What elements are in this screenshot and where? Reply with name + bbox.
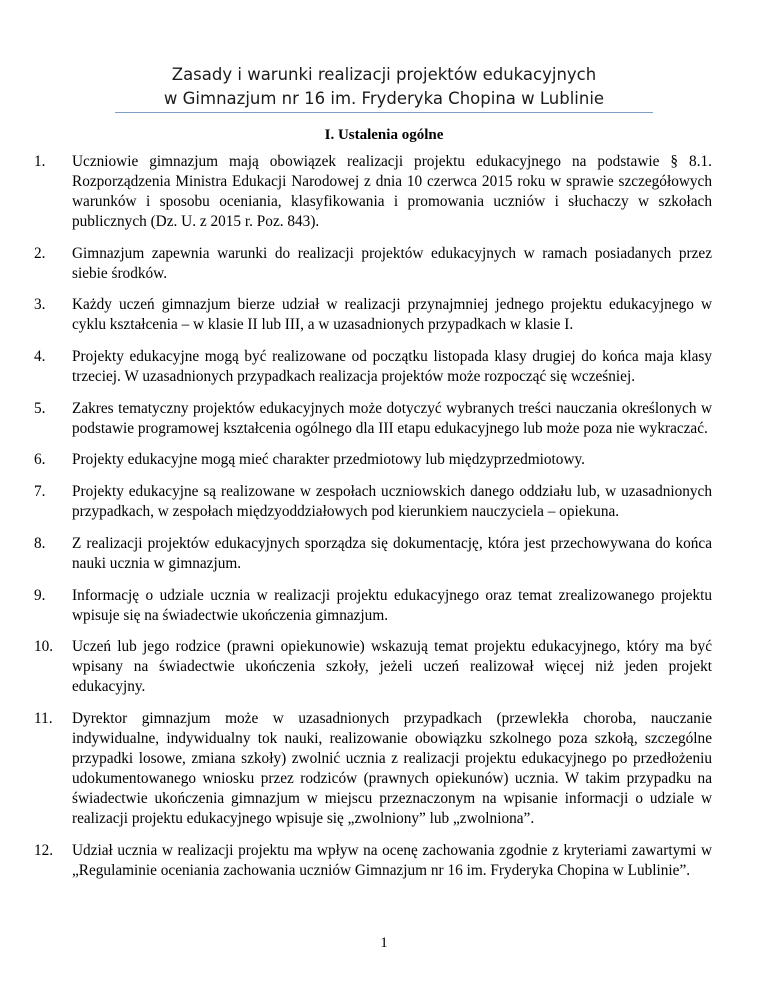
section-heading: I. Ustalenia ogólne [324,127,444,143]
list-item-6 [34,450,712,470]
item-number: 2. [34,244,46,262]
item-text: Projekty edukacyjne mogą być realizowane od początku listopada klasy drugiej do końca maja klasy trzeciej. W uzasadnionych przypadkach realizacja projektów może rozpocząć się wcześniej. [72,348,712,386]
list-item-10 [34,637,712,697]
item-text: Uczniowie gimnazjum mają obowiązek realizacji projektu edukacyjnego na podstawie § 8.1. Rozporządzenia Ministra Edukacji Narodowej z dnia 10 czerwca 2015 roku w sprawie szczegółowych warunków i sposobu oceniania, klasyfikowania i promowania uczniów i słuchaczy w szkołach publicznych (Dz. U. z 2015 r. Poz. 843). [72,153,712,230]
item-text: Informację o udziale ucznia w realizacji projektu edukacyjnego oraz temat zrealizowanego projektu wpisuje się na świadectwie ukończenia gimnazjum. [72,586,712,624]
list-item-11 [34,709,712,829]
item-text: Każdy uczeń gimnazjum bierze udział w realizacji przynajmniej jednego projektu edukacyjnego w cyklu kształcenia – w klasie II lub III, a w uzasadnionych przypadkach w klasie I. [72,296,712,334]
item-number: 5. [34,399,46,417]
item-text: Udział ucznia w realizacji projektu ma wpływ na ocenę zachowania zgodnie z kryteriami zawartymi w „Regulaminie oceniania zachowania uczniów Gimnazjum nr 16 im. Fryderyka Chopina w Lublinie”. [72,841,712,879]
list-item-9 [34,586,712,626]
list-item-7 [34,482,712,522]
item-text: Projekty edukacyjne są realizowane w zespołach uczniowskich danego oddziału lub, w uzasadnionych przypadkach, w zespołach międzyoddziałowych pod kierunkiem nauczyciela – opiekuna. [72,483,712,521]
list-item-8 [34,534,712,574]
item-text: Uczeń lub jego rodzice (prawni opiekunowie) wskazują temat projektu edukacyjnego, który ma być wpisany na świadectwie ukończenia szkoły, jeżeli uczeń realizował więcej niż jeden projekt edukacyjny. [72,638,712,696]
title-divider [115,112,653,113]
item-number: 10. [34,638,54,656]
item-text: Dyrektor gimnazjum może w uzasadnionych przypadkach (przewlekła choroba, nauczanie indywidualne, indywidualny tok nauki, realizowanie obowiązku szkolnego poza szkołą, szczególne przypadki losowe, zmiana szkoły) zwolnić ucznia z realizacji projektu edukacyjnego po przedłożeniu udokumentowanego wniosku przez rodziców (prawnych opiekunów) ucznia. W takim przypadku na świadectwie ukończenia gimnazjum w miejscu przeznaczonym na wpisanie informacji o udziale w realizacji projektu edukacyjnego wpisuje się „zwolniony” lub „zwolniona”. [72,709,712,827]
item-number: 8. [34,534,46,552]
rules-list [34,152,712,892]
list-item-2 [34,244,712,284]
item-text: Projekty edukacyjne mogą mieć charakter przedmiotowy lub międzyprzedmiotowy. [72,451,585,469]
document-title [0,63,768,111]
title-line-1: Zasady i warunki realizacji projektów edukacyjnych [171,65,597,84]
item-text: Z realizacji projektów edukacyjnych sporządza się dokumentację, która jest przechowywana do końca nauki ucznia w gimnazjum. [72,534,712,572]
list-item-12 [34,841,712,881]
item-number: 12. [34,841,54,859]
item-number: 6. [34,451,46,469]
item-text: Gimnazjum zapewnia warunki do realizacji projektów edukacyjnych w ramach posiadanych przez siebie środków. [72,244,712,282]
item-number: 7. [34,483,46,501]
page-number: 1 [380,935,388,951]
list-item-3 [34,295,712,335]
item-text: Zakres tematyczny projektów edukacyjnych może dotyczyć wybranych treści nauczania określonych w podstawie programowej kształcenia ogólnego dla III etapu edukacyjnego lub może poza nie wykraczać. [72,399,712,437]
list-item-5 [34,399,712,439]
item-number: 1. [34,153,46,170]
item-number: 3. [34,296,46,314]
list-item-4 [34,347,712,387]
title-line-2: w Gimnazjum nr 16 im. Fryderyka Chopina w Lublinie [163,89,605,108]
item-number: 4. [34,348,46,366]
list-item-1 [34,152,712,232]
item-number: 9. [34,586,46,604]
item-number: 11. [34,709,53,727]
